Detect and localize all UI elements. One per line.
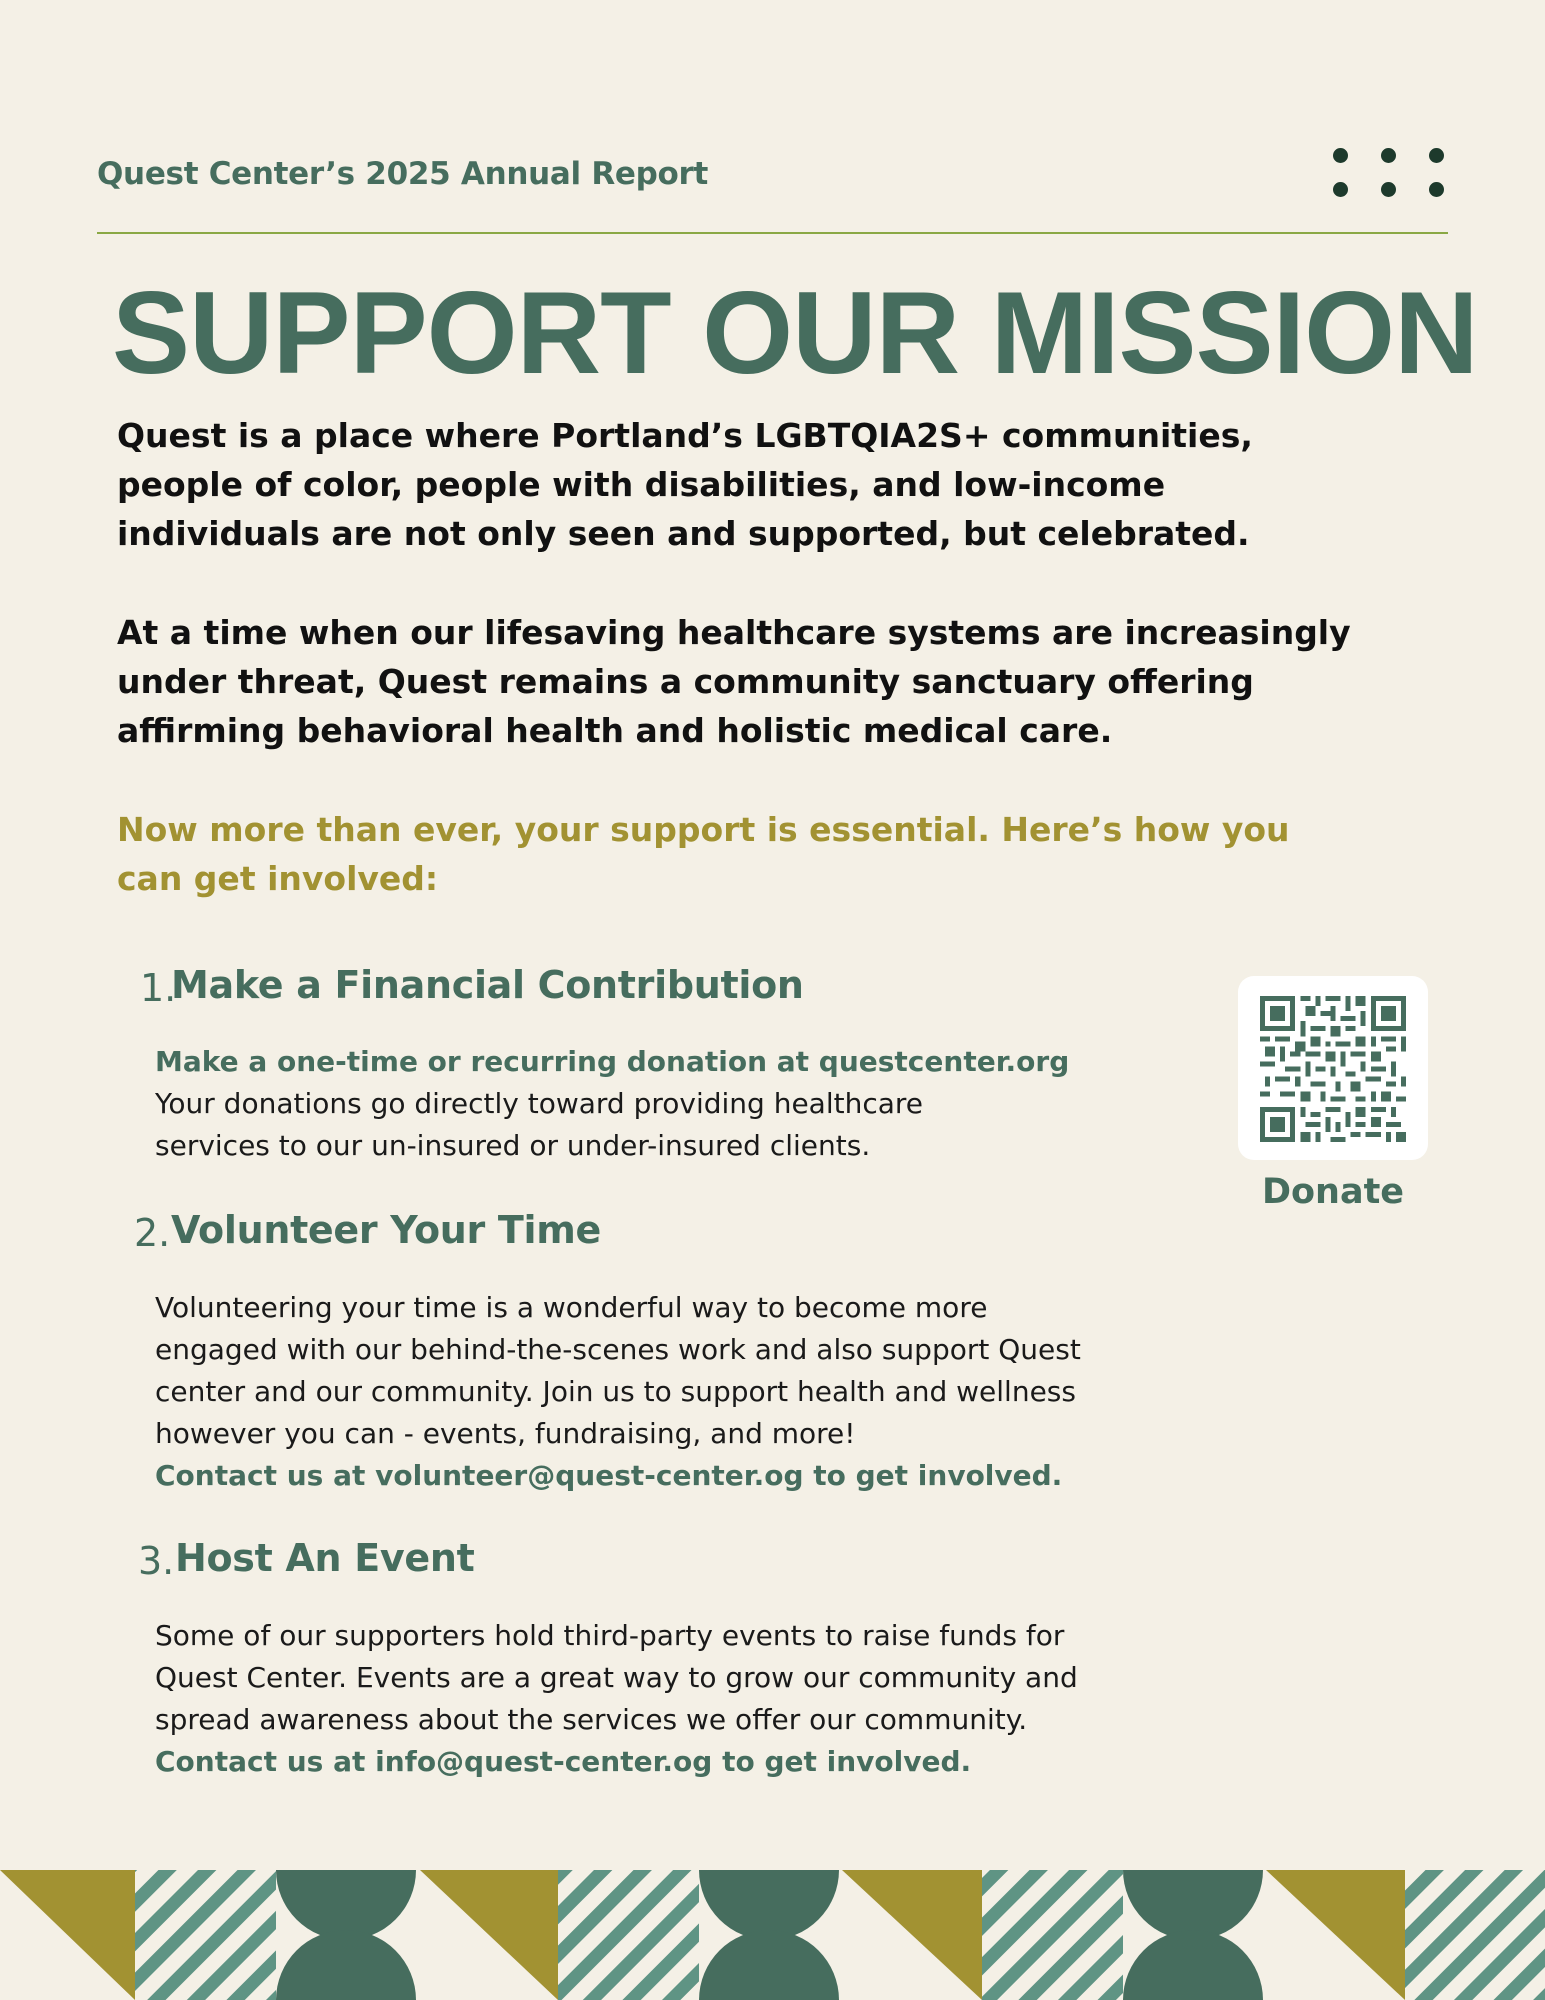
intro-line: individuals are not only seen and supported, but celebrated. [117,514,1250,553]
step-1-body [155,1041,1205,1167]
footer-stripes [1405,1870,1545,2000]
footer-semicircles [1123,1930,1263,2000]
footer-triangle [0,1870,135,2000]
volunteer-contact[interactable]: Contact us at volunteer@quest-center.og to get involved. [155,1459,1063,1492]
donation-link[interactable]: Make a one-time or recurring donation at questcenter.org [155,1045,1070,1078]
step-1-number: 1. [140,966,177,1010]
step-3-title: Host An Event [175,1536,475,1580]
step-2-body [155,1287,1205,1497]
body-line: center and our community. Join us to support health and wellness [155,1375,1076,1408]
footer-semicircles [699,1930,839,2000]
body-line: however you can - events, fundraising, and more! [155,1417,856,1450]
intro-paragraph-1 [117,411,1367,558]
header-divider [97,232,1448,234]
intro-line: At a time when our lifesaving healthcare systems are increasingly [117,613,1351,652]
intro-line: people of color, people with disabilities, and low-income [117,465,1166,504]
body-line: Some of our supporters hold third-party events to raise funds for [155,1619,1065,1652]
call-to-action [117,805,1367,903]
footer-triangle [1266,1870,1405,2000]
step-2-title: Volunteer Your Time [171,1208,602,1252]
event-contact[interactable]: Contact us at info@quest-center.og to get involved. [155,1745,972,1778]
footer-pattern [0,1870,1545,2000]
dots-grid-icon[interactable] [1333,148,1449,200]
step-3-number: 3. [138,1539,175,1583]
body-line: Quest Center. Events are a great way to grow our community and [155,1661,1078,1694]
body-line: Your donations go directly toward providing healthcare [155,1087,924,1120]
footer-stripes [982,1870,1123,2000]
footer-semicircles [276,1930,416,2000]
body-line: Volunteering your time is a wonderful way to become more [155,1291,988,1324]
callout-line: Now more than ever, your support is essential. Here’s how you [117,810,1290,849]
intro-line: Quest is a place where Portland’s LGBTQIA2S+ communities, [117,416,1253,455]
footer-triangle [842,1870,982,2000]
step-2-number: 2. [134,1211,171,1255]
footer-triangle [420,1870,558,2000]
report-title: Quest Center’s 2025 Annual Report [97,156,709,192]
step-3-body [155,1615,1205,1783]
qr-code-icon [1260,996,1406,1142]
footer-semicircles [1123,1870,1263,1940]
footer-semicircles [699,1870,839,1940]
footer-stripes [558,1870,699,2000]
intro-line: under threat, Quest remains a community sanctuary offering [117,662,1254,701]
page-title: SUPPORT OUR MISSION [112,267,1478,398]
body-line: spread awareness about the services we offer our community. [155,1703,1028,1736]
body-line: engaged with our behind-the-scenes work and also support Quest [155,1333,1081,1366]
intro-line: affirming behavioral health and holistic medical care. [117,711,1113,750]
qr-code-card[interactable] [1238,976,1428,1160]
callout-line: can get involved: [117,859,439,898]
step-1-title: Make a Financial Contribution [171,963,804,1007]
footer-stripes [135,1870,276,2000]
footer-semicircles [276,1870,416,1940]
intro-paragraph-2 [117,608,1367,755]
body-line: services to our un-insured or under-insured clients. [155,1129,871,1162]
donate-label: Donate [1261,1172,1405,1212]
